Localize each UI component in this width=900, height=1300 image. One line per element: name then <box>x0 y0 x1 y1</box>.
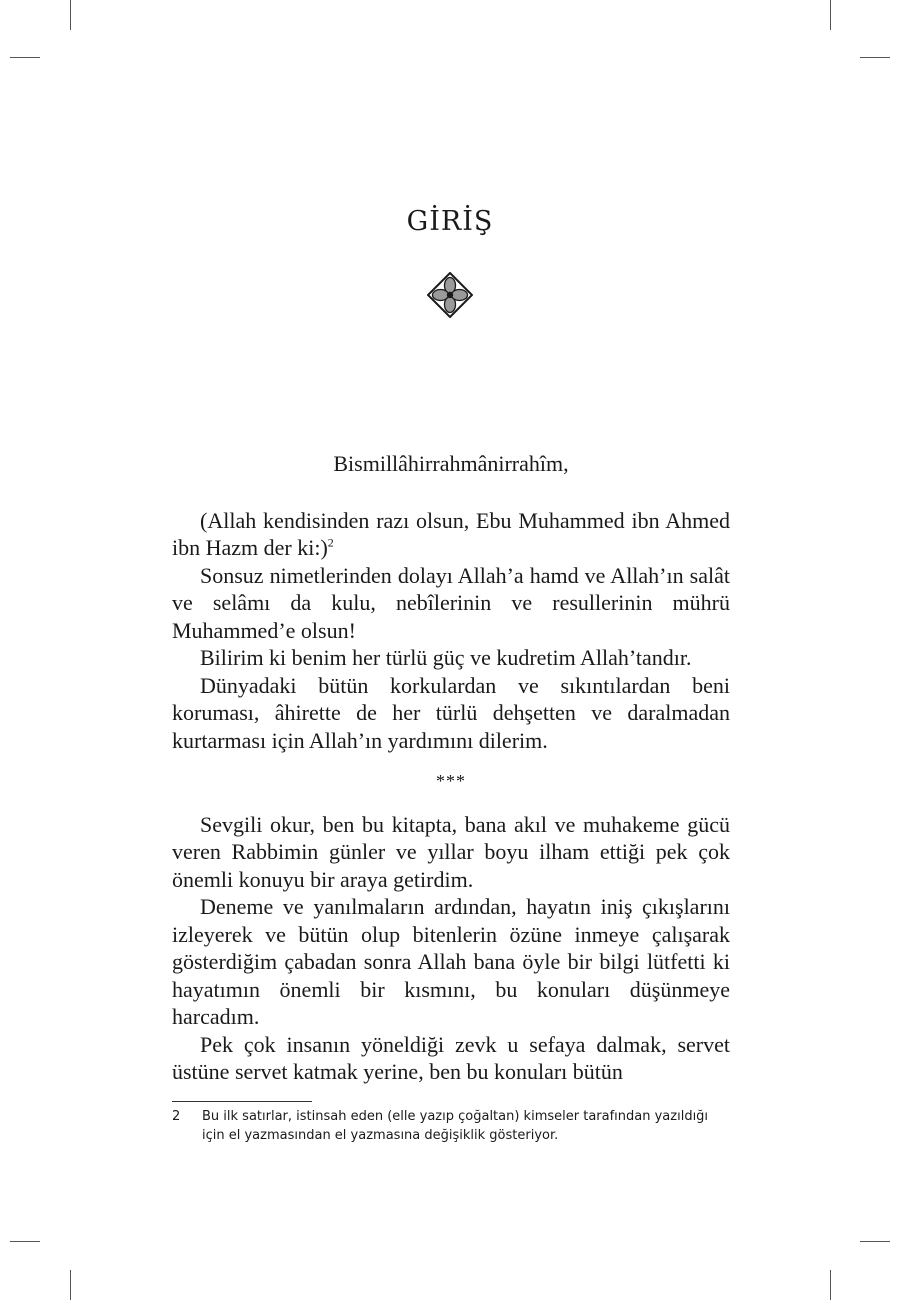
paragraph-4: Dünyadaki bütün korkulardan ve sıkıntılardan beni koruması, âhirette de her türlü dehşetten ve daralmadan kurtarması için Allah’ın yardımını dilerim. <box>172 672 730 753</box>
diamond-flower-ornament-icon <box>427 272 473 318</box>
crop-mark-top-left-h <box>10 57 40 58</box>
main-text <box>172 450 730 1086</box>
crop-mark-bottom-right-h <box>860 1241 890 1242</box>
chapter-title: GİRİŞ <box>406 206 494 237</box>
crop-mark-bottom-left-h <box>10 1241 40 1242</box>
footnote-number: 2 <box>172 1109 181 1124</box>
crop-mark-bottom-right <box>830 1270 831 1300</box>
paragraph-3: Bilirim ki benim her türlü güç ve kudretim Allah’tandır. <box>200 645 692 670</box>
crop-mark-top-right-h <box>860 57 890 58</box>
footnote-ref[interactable]: 2 <box>327 535 334 550</box>
crop-mark-top-right <box>830 0 831 30</box>
footnote-divider <box>172 1101 312 1102</box>
footnote <box>172 1107 732 1145</box>
crop-mark-bottom-left <box>70 1270 71 1300</box>
section-separator: *** <box>436 771 466 791</box>
paragraph-5: Sevgili okur, ben bu kitapta, bana akıl ve muhakeme gücü veren Rabbimin günler ve yıllar boyu ilham ettiği pek çok önemli konuyu bir araya getirdim. <box>172 811 730 892</box>
paragraph-2: Sonsuz nimetlerinden dolayı Allah’a hamd ve Allah’ın salât ve selâmı da kulu, nebîlerinin ve resullerinin mührü Muhammed’e olsun! <box>172 562 730 643</box>
basmala: Bismillâhirrahmânirrahîm, <box>333 451 569 476</box>
paragraph-7: Pek çok insanın yöneldiği zevk u sefaya dalmak, servet üstüne servet katmak yerine, ben bu konuları bütün <box>172 1031 730 1084</box>
crop-mark-top-left <box>70 0 71 30</box>
paragraph-1 <box>172 507 730 562</box>
paragraph-1-text: (Allah kendisinden razı olsun, Ebu Muhammed ibn Ahmed ibn Hazm der ki:) <box>172 507 730 560</box>
footnote-text: Bu ilk satırlar, istinsah eden (elle yazıp çoğaltan) kimseler tarafından yazıldığı için el yazmasından el yazmasına değişiklik gösteriyor. <box>202 1109 709 1143</box>
paragraph-6: Deneme ve yanılmaların ardından, hayatın iniş çıkışlarını izleyerek ve bütün olup bitenlerin özüne inmeye çalışarak gösterdiğim çabadan sonra Allah bana öyle bir bilgi lütfetti ki hayatımın önemli bir kısmını, bu konuları düşünmeye harcadım. <box>172 894 730 1029</box>
